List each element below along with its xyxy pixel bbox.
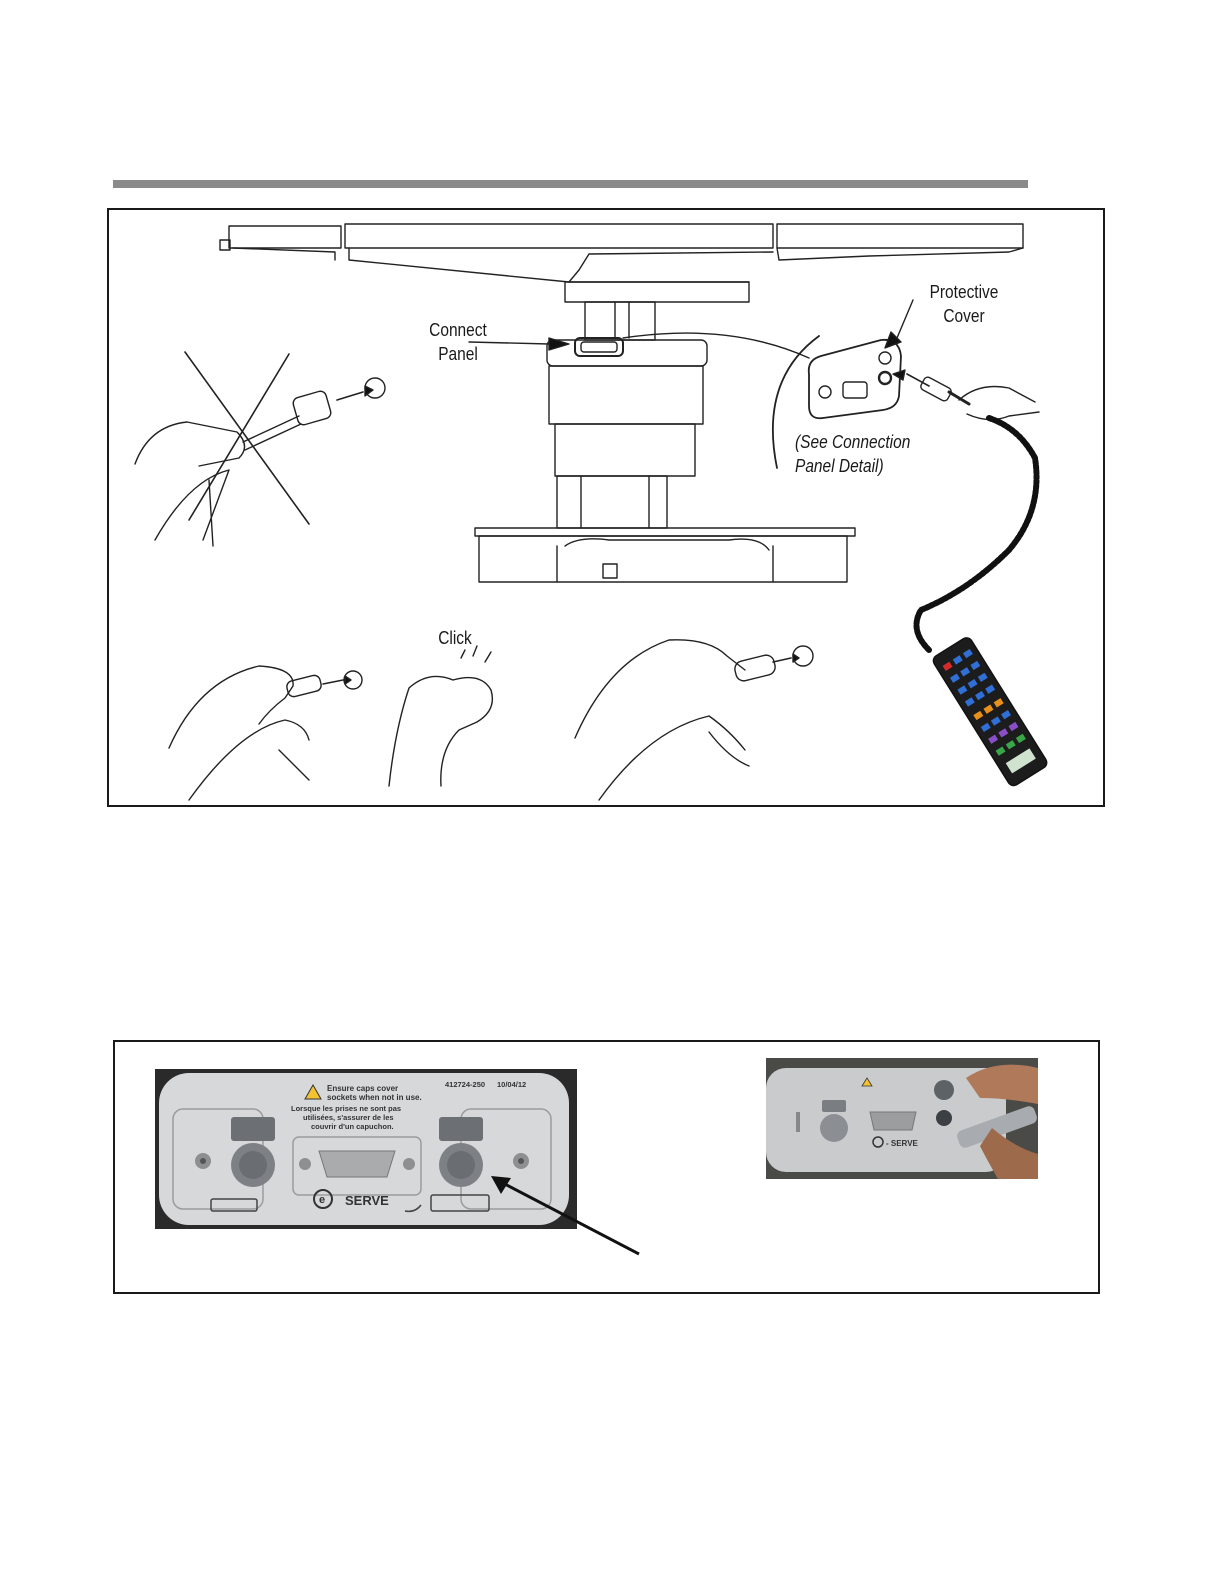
e-serve-logo-letter: e bbox=[319, 1194, 326, 1206]
part-number: 412724-250 bbox=[445, 1080, 486, 1089]
serve-label-left: SERVE bbox=[345, 1193, 389, 1208]
table-connection-figure bbox=[107, 208, 1105, 807]
pendant-plug bbox=[893, 370, 1039, 420]
header-rule bbox=[113, 180, 1028, 188]
warning-en-line2: sockets when not in use. bbox=[327, 1093, 422, 1102]
see-detail-label-line2: Panel Detail) bbox=[795, 456, 884, 476]
connect-panel-label-line2: Panel bbox=[438, 344, 478, 364]
connect-panel-label-line1: Connect bbox=[429, 320, 487, 340]
part-date: 10/04/12 bbox=[497, 1080, 527, 1089]
warning-en-line1: Ensure caps cover bbox=[327, 1084, 399, 1093]
protective-cover-label bbox=[917, 280, 1012, 328]
click-sketch bbox=[389, 646, 492, 786]
table-column bbox=[547, 282, 749, 528]
cover-pointer-arrow bbox=[485, 1170, 645, 1260]
click-label: Click bbox=[438, 628, 472, 648]
table-base bbox=[475, 528, 855, 582]
connection-panel-photos-figure bbox=[113, 1040, 1100, 1294]
panel-photo-right bbox=[766, 1058, 1038, 1179]
warning-fr-line1: Lorsque les prises ne sont pas bbox=[291, 1104, 402, 1113]
warning-fr-line2: utilisées, s'assurer de les bbox=[303, 1113, 394, 1122]
insert-plug-sketch bbox=[169, 666, 362, 800]
coiled-cord bbox=[917, 418, 1037, 650]
warning-fr-line3: couvrir d'un capuchon. bbox=[311, 1122, 394, 1131]
serve-label-right: - SERVE bbox=[886, 1139, 918, 1148]
table-top bbox=[220, 224, 1023, 282]
protective-cover-label-line2: Cover bbox=[943, 306, 985, 326]
hand-pendant bbox=[931, 636, 1049, 788]
protective-cover-label-line1: Protective bbox=[929, 282, 999, 302]
pull-plug-sketch bbox=[575, 640, 813, 800]
detail-callout-line bbox=[623, 333, 809, 358]
panel-photo-right-image bbox=[766, 1058, 1038, 1179]
connect-panel-label bbox=[419, 318, 496, 366]
connection-panel-detail bbox=[809, 300, 913, 418]
incorrect-method-sketch bbox=[135, 352, 385, 546]
see-detail-label bbox=[795, 430, 924, 478]
see-detail-label-line1: (See Connection bbox=[795, 432, 911, 452]
